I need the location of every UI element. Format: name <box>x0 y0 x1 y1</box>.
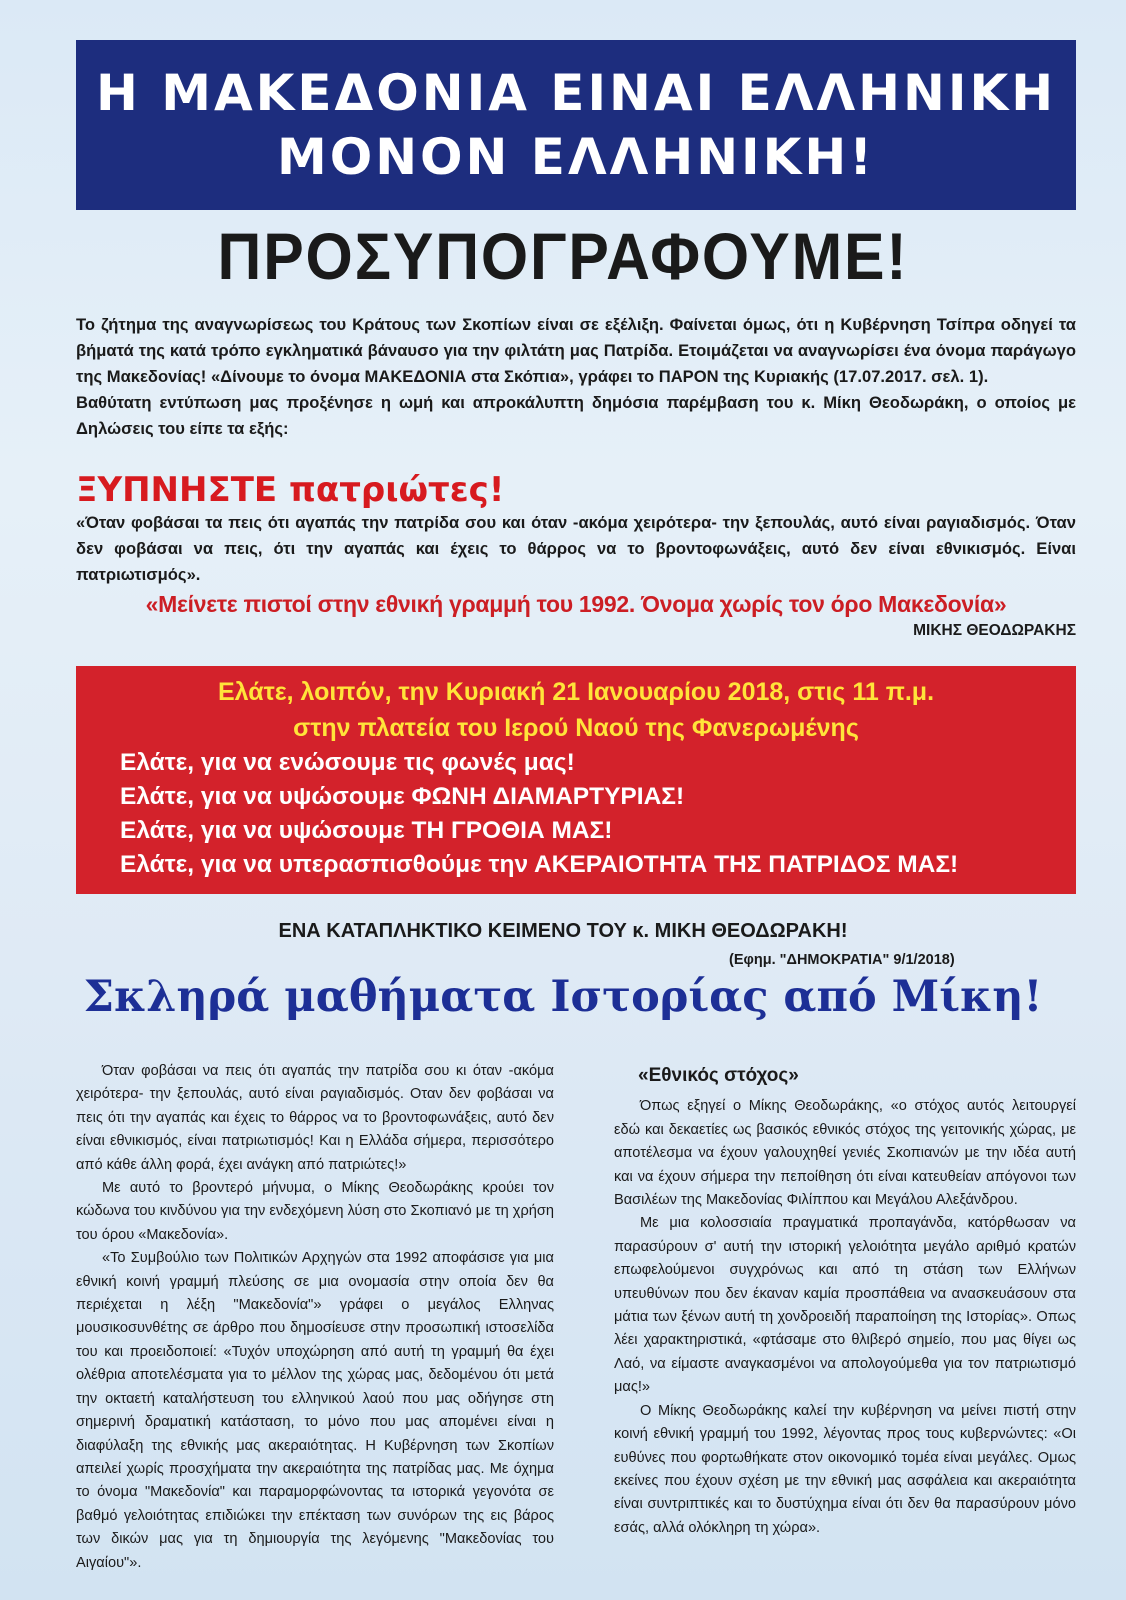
article-source: (Εφημ. "ΔΗΜΟΚΡΑΤΙΑ" 9/1/2018) <box>729 952 955 968</box>
top-banner <box>76 40 1076 210</box>
article-kicker: ΕΝΑ ΚΑΤΑΠΛΗΚΤΙΚΟ ΚΕΙΜΕΝΟ ΤΟΥ κ. ΜΙΚΗ ΘΕΟΔΩΡΑΚΗ! <box>278 920 848 942</box>
article-paragraph: Με μια κολοσσιαία πραγματικά προπαγάνδα, κατόρθωσαν να παρασύρουν σ' αυτή την ιστορική γελοιότητα μεγάλο αριθμό κρατών επωφελούμενοι συγχρόνως και από τη στάση των Ελλήνων υπευθύνων που δεν έκαναν καμία προσπάθεια να ανασκευάσουν στα μάτια των ξένων αυτή τη χονδροειδή παραποίηση της Ιστορίας». Οπως λέει χαρακτηριστικά, «φτάσαμε στο θλιβερό σημείο, που μας θίγει ως Λαό, να είμαστε αναγκασμένοι να απολογούμεθα για τον πατριωτισμό μας!» <box>614 1215 1076 1396</box>
call-line: Ελάτε, για να ενώσουμε τις φωνές μας! <box>120 749 575 776</box>
call-line: Ελάτε, για να υπερασπισθούμε την ΑΚΕΡΑΙΟΤΗΤΑ ΤΗΣ ΠΑΤΡΙΔΟΣ ΜΑΣ! <box>120 851 959 878</box>
article-paragraph: Ο Μίκης Θεοδωράκης καλεί την κυβέρνηση να μείνει πιστή στην κοινή εθνική γραμμή του 1992, λέγοντας προς τους κυβερνώντες: «Οι ευθύνες που φορτωθήκατε στον οικονομικό τομέα είναι μεγάλες. Ομως εκείνες που έχουν σχέση με την εθνική μας ασφάλεια και ακεραιότητα είναι συντριπτικές και το δυστύχημα είναι ότι δεν θα παρασύρουν μόνο εσάς, αλλά ολόκληρη τη χώρα». <box>614 1402 1076 1536</box>
call-line: Ελάτε, για να υψώσουμε ΦΩΝΗ ΔΙΑΜΑΡΤΥΡΙΑΣ! <box>120 783 685 810</box>
call-line: Ελάτε, για να υψώσουμε ΤΗ ΓΡΟΘΙΑ ΜΑΣ! <box>120 817 613 844</box>
article-column-left <box>76 1060 554 1575</box>
article-paragraph: «Το Συμβούλιο των Πολιτικών Αρχηγών στα 1992 αποφάσισε για μια εθνική κοινή γραμμή πλεύσης σε μια ονομασία στην οποία δεν θα περιέχεται η λέξη "Μακεδονία"» γράφει ο μεγάλος Ελληνας μουσικοσυνθέτης σε άρθρο που δημοσίευσε στην προσωπική ιστοσελίδα του και προειδοποιεί: «Τυχόν υποχώρηση από αυτή τη γραμμή θα έχει ολέθρια αποτελέσματα για το μέλλον της χώρας μας, δεδομένου ότι μετά την οκταετή καταλήστευση του ελληνικού λαού που μας οδήγησε στη σημερινή δραματική κατάσταση, το μόνο που μας απομένει είναι η διαφύλαξη της εθνικής μας ακεραιότητας. Η Κυβέρνηση των Σκοπίων απειλεί χωρίς προσχήματα την ακεραιότητα της πατρίδας μας. Με όχημα το όνομα "Μακεδονία" και παραμορφώνοντας τα ιστορικά γεγονότα σε βαθμό γελοιότητας επιδιώκει την επέκταση των συνόρων της εις βάρος των δικών μας για τη δημιουργία της λεγόμενης "Μακεδονίας του Αιγαίου"». <box>76 1250 554 1571</box>
event-location: στην πλατεία του Ιερού Ναού της Φανερωμένης <box>293 714 859 742</box>
banner-line-1: Η ΜΑΚΕΔΟΝΙΑ ΕΙΝΑΙ ΕΛΛΗΝΙΚΗ <box>95 64 1057 122</box>
red-quote: «Μείνετε πιστοί στην εθνική γραμμή του 1992. Όνομα χωρίς τον όρο Μακεδονία» <box>145 591 1007 617</box>
call-to-action-box <box>76 666 1076 894</box>
headline: ΠΡΟΣΥΠΟΓΡΑΦΟΥΜΕ! <box>217 219 909 293</box>
article-paragraph: Όπως εξηγεί ο Μίκης Θεοδωράκης, «ο στόχος αυτός λειτουργεί εδώ και δεκαετίες ως βασικός εθνικός στόχος της γειτονικής χώρας, με αποτέλεσμα να έχουν γαλουχηθεί γενιές Σκοπιανών με την ιδέα αυτή και να έχουν σήμερα την πεποίθηση ότι είναι κατευθείαν απόγονοι των Βασιλέων της Μακεδονίας Φιλίππου και Μεγάλου Αλεξάνδρου. <box>614 1098 1076 1209</box>
intro-paragraph-1: Το ζήτημα της αναγνωρίσεως του Κράτους των Σκοπίων είναι σε εξέλιξη. Φαίνεται όμως, ότι η Κυβέρνηση Τσίπρα οδηγεί τα βήματά της κατά τρόπο εγκληματικά βάναυσο για την φιλτάτη μας Πατρίδα. Ετοιμάζεται να αναγνωρίσει ένα όνομα παράγωγο της Μακεδονίας! «Δίνουμε το όνομα ΜΑΚΕΔΟΝΙΑ στα Σκόπια», γράφει το ΠΑΡΟΝ της Κυριακής (17.07.2017. σελ. 1). <box>76 315 1076 386</box>
intro-text <box>76 312 1076 442</box>
intro-paragraph-2: Βαθύτατη εντύπωση μας προξένησε η ωμή και απροκάλυπτη δημόσια παρέμβαση του κ. Μίκη Θεοδωράκη, ο οποίος με Δηλώσεις του είπε τα εξής: <box>76 393 1076 438</box>
banner-line-2: ΜΟΝΟΝ ΕΛΛΗΝΙΚΗ! <box>276 128 876 186</box>
article-title: Σκληρά μαθήματα Ιστορίας από Μίκη! <box>83 972 1043 1022</box>
article-paragraph: Με αυτό το βροντερό μήνυμα, ο Μίκης Θεοδωράκης κρούει τον κώδωνα του κινδύνου για την ενδεχόμενη λύση στο Σκοπιανό με τη χρήση του όρου «Μακεδονία». <box>76 1180 554 1243</box>
article-paragraph: Όταν φοβάσαι να πεις ότι αγαπάς την πατρίδα σου κι όταν -ακόμα χειρότερα- την ξεπουλάς, αυτό είναι ραγιαδισμός. Οταν δεν φοβάσαι να πεις ότι την αγαπάς και έχεις το θάρρος να το βροντοφωνάξεις, αυτό δεν είναι εθνικισμός, είναι πατριωτισμός! Και η Ελλάδα σήμερα, περισσότερο από κάθε άλλη φορά, έχει ανάγκη από πατριώτες!» <box>76 1063 554 1173</box>
signature: ΜΙΚΗΣ ΘΕΟΔΩΡΑΚΗΣ <box>913 622 1076 639</box>
theodorakis-quote: «Όταν φοβάσαι τα πεις ότι αγαπάς την πατρίδα σου και όταν -ακόμα χειρότερα- την ξεπουλάς, αυτό είναι ραγιαδισμός. Όταν δεν φοβάσαι να πεις, ότι την αγαπάς και έχεις το θάρρος να το βροντοφωνάξεις, αυτό δεν είναι εθνικισμός. Είναι πατριωτισμός». <box>76 513 1076 584</box>
wake-up-heading: ΞΥΠΝΗΣΤΕ πατριώτες! <box>76 470 505 510</box>
article-column-right <box>614 1060 1076 1540</box>
section-heading: «Εθνικός στόχος» <box>638 1065 799 1086</box>
event-date: Ελάτε, λοιπόν, την Κυριακή 21 Ιανουαρίου 2018, στις 11 π.μ. <box>217 678 935 706</box>
